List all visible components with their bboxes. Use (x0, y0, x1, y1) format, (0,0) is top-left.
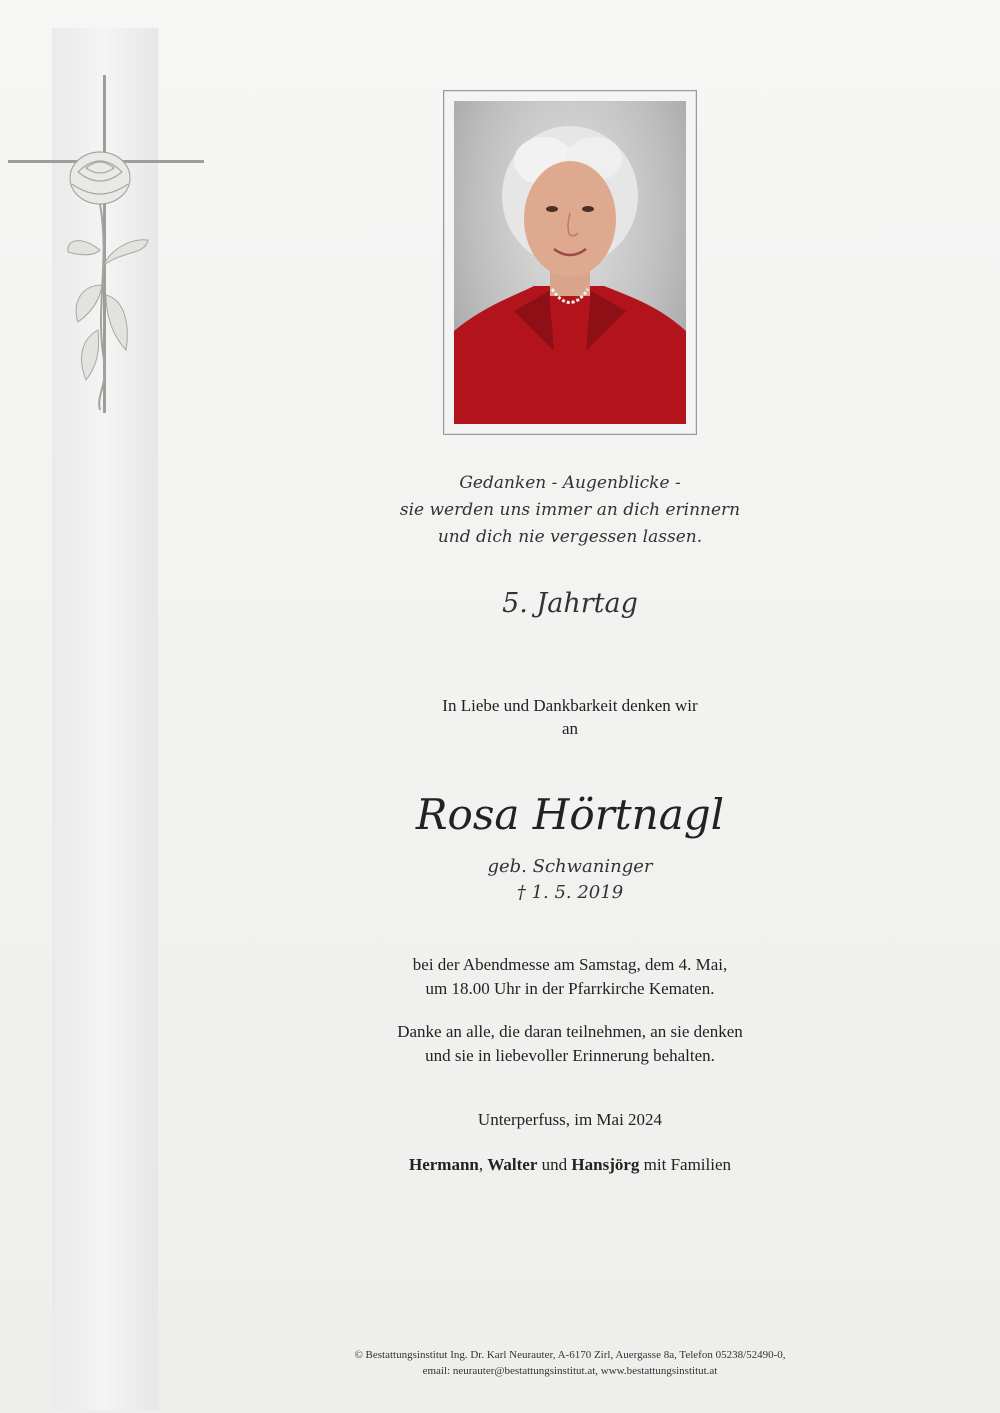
family-name: Walter (487, 1155, 538, 1174)
family-name: Hansjörg (571, 1155, 640, 1174)
anniversary-title: 5. Jahrtag (502, 588, 638, 619)
family-separator: und (537, 1155, 572, 1174)
intro-line: In Liebe und Dankbarkeit denken wir (442, 696, 698, 715)
thanks-line: und sie in liebevoller Erinnerung behalten. (425, 1046, 715, 1065)
intro-line: an (561, 719, 579, 738)
poem-line: und dich nie vergessen lassen. (437, 527, 703, 547)
thanks-text (0, 1020, 1000, 1068)
family-separator: , (478, 1155, 488, 1174)
intro-text (0, 694, 1000, 740)
deceased-name: Rosa Hörtnagl (415, 790, 725, 839)
mass-line: bei der Abendmesse am Samstag, dem 4. Mai, (412, 955, 728, 974)
portrait-frame (443, 90, 697, 435)
mass-line: um 18.00 Uhr in der Pfarrkirche Kematen. (425, 979, 715, 998)
footer-line: © Bestattungsinstitut Ing. Dr. Karl Neurauter, A-6170 Zirl, Auergasse 8a, Telefon 05238/52490-0, (354, 1349, 786, 1361)
poem-line: Gedanken - Augenblicke - (459, 473, 681, 493)
funeral-home-footer (0, 1347, 1000, 1379)
family-name: Hermann (408, 1155, 479, 1174)
family-suffix: mit Familien (639, 1155, 732, 1174)
mass-details (0, 953, 1000, 1001)
place-date: Unterperfuss, im Mai 2024 (477, 1110, 663, 1129)
poem-line: sie werden uns immer an dich erinnern (399, 500, 741, 520)
footer-line: email: neurauter@bestattungsinstitut.at, www.bestattungsinstitut.at (422, 1365, 718, 1377)
maiden-name: geb. Schwaninger (487, 856, 653, 877)
death-date: † 1. 5. 2019 (516, 882, 624, 903)
thanks-line: Danke an alle, die daran teilnehmen, an sie denken (397, 1022, 743, 1041)
family-signature (0, 1155, 1000, 1175)
cross-with-rose-icon (0, 60, 220, 430)
portrait-photo (454, 101, 686, 424)
memorial-poem (0, 470, 1000, 551)
